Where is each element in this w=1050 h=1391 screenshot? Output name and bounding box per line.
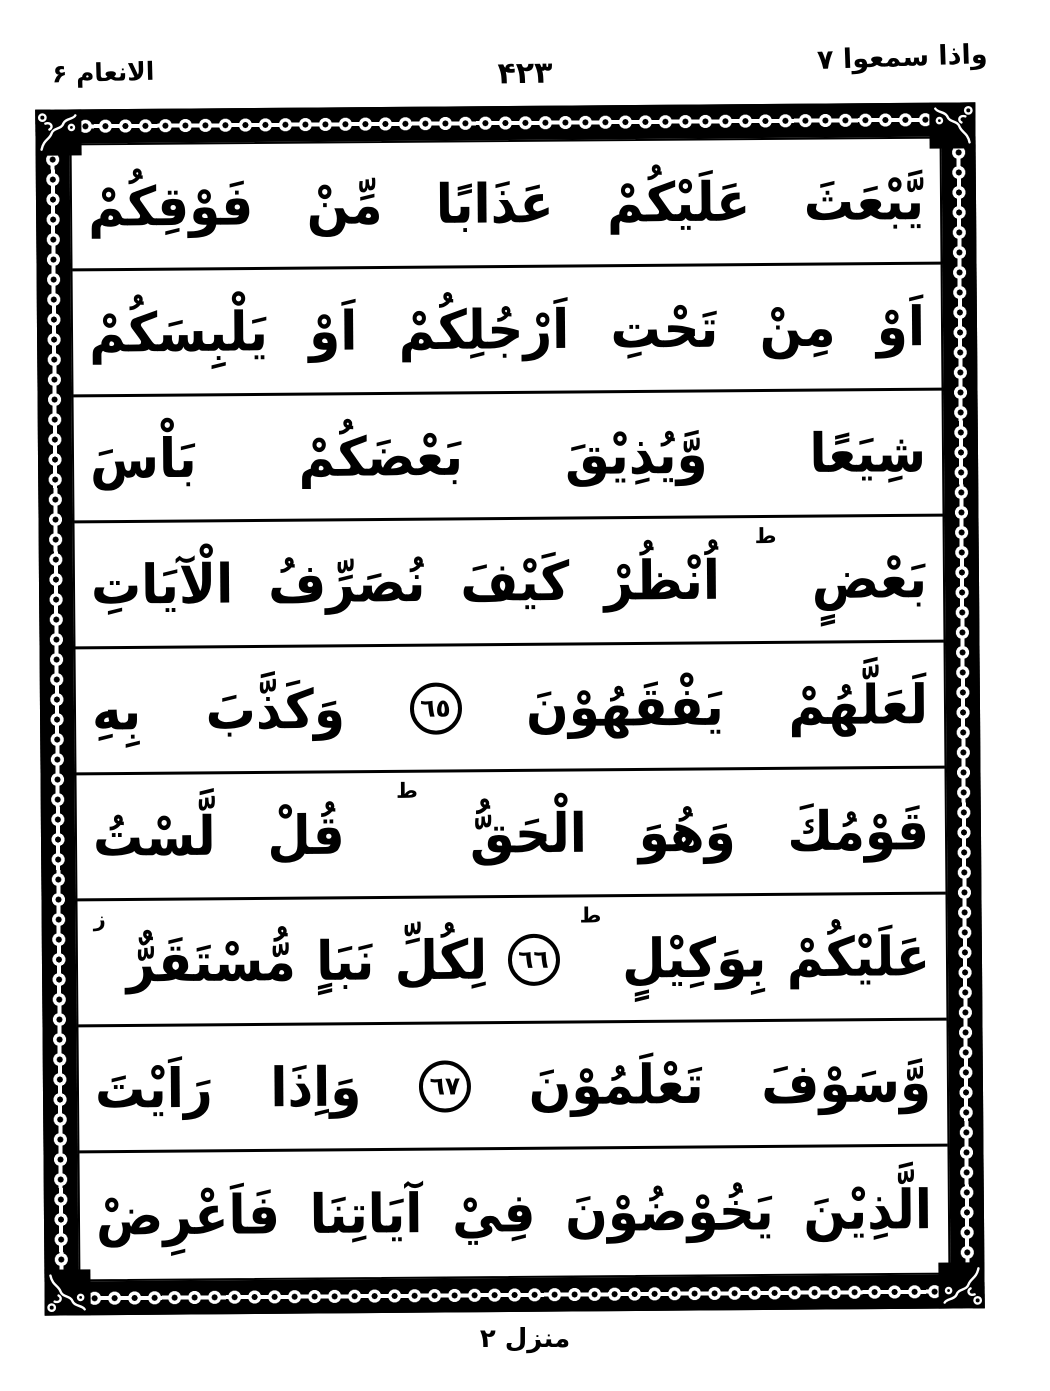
text-area <box>70 137 951 1282</box>
arabic-word: يَخُوْضُوْنَ <box>564 1179 774 1244</box>
verse-number-badge: ٦٥ <box>409 682 461 734</box>
arabic-word: الْحَقُّ <box>469 801 588 866</box>
quran-text-line <box>74 391 943 524</box>
quran-text-line <box>72 139 941 272</box>
corner-flourish-icon <box>938 1262 984 1308</box>
quran-text-line <box>73 265 942 398</box>
arabic-word: فِيْ <box>451 1181 536 1245</box>
quran-text-line <box>77 895 946 1028</box>
arabic-word: قَوْمُكَ <box>787 798 930 863</box>
arabic-word: فَوْقِكُمْ <box>87 174 254 239</box>
arabic-word: بَاْسَ <box>89 426 197 491</box>
arabic-word: بَعْضٍ <box>811 546 928 611</box>
arabic-word: مُّسْتَقَرٌّ <box>126 929 297 994</box>
arabic-word: الْآيَاتِ <box>90 552 234 617</box>
quran-frame <box>35 102 984 1315</box>
arabic-word: تَعْلَمُوْنَ <box>528 1052 704 1117</box>
arabic-word: اَرْجُلِكُمْ <box>398 297 570 362</box>
arabic-word: الَّذِيْنَ <box>803 1178 933 1243</box>
arabic-word: شِيَعًا <box>809 420 927 485</box>
quran-text-line <box>79 1147 948 1280</box>
verse-number-badge: ٦٧ <box>419 1060 471 1112</box>
footer-manzil-label: منزل ۲ <box>479 1324 571 1354</box>
arabic-word: عَذَابًا <box>435 171 554 236</box>
corner-flourish-icon <box>44 1269 90 1315</box>
waqf-mark: ط <box>395 778 418 803</box>
arabic-word: اُنْظُرْ <box>604 548 721 613</box>
corner-flourish-icon <box>35 109 81 155</box>
arabic-word: عَلَيْكُمْ <box>786 924 931 989</box>
corner-flourish-icon <box>929 102 975 148</box>
quran-text-line <box>75 517 944 650</box>
arabic-word: نُصَرِّفُ <box>267 550 426 615</box>
arabic-word: لَعَلَّهُمْ <box>788 672 929 737</box>
arabic-word: مِّنْ <box>306 173 383 237</box>
header-page-number: ۴۲۳ <box>497 55 553 92</box>
arabic-word: بِهِ <box>91 679 142 743</box>
arabic-word: كَيْفَ <box>460 549 570 614</box>
quran-text-line <box>78 1021 947 1154</box>
arabic-word: قُلْ <box>267 803 345 867</box>
arabic-word: لَّسْتُ <box>92 804 216 869</box>
header-surah-label: الانعام ۶ <box>51 56 155 89</box>
arabic-word: لِكُلِّ <box>394 928 488 992</box>
header-juz-label: واذا سمعوا ۷ <box>816 39 989 76</box>
waqf-mark: ط <box>754 523 777 549</box>
arabic-word: آيَاتِنَا <box>309 1182 423 1246</box>
arabic-word: عَلَيْكُمْ <box>606 170 751 235</box>
arabic-word: رَاَيْتَ <box>94 1056 213 1121</box>
arabic-word: يَفْقَهُوْنَ <box>525 674 725 739</box>
waqf-mark: ز <box>93 907 106 932</box>
arabic-word: فَاَعْرِضْ <box>95 1183 281 1248</box>
arabic-word: بَعْضَكُمْ <box>298 424 464 489</box>
arabic-word: اَوْ <box>308 299 358 363</box>
arabic-word: تَحْتِ <box>610 296 719 361</box>
arabic-word: وَّيُذِيْقَ <box>564 422 708 487</box>
verse-number-badge: ٦٦ <box>507 933 559 985</box>
arabic-word: يَّبْعَثَ <box>803 168 925 233</box>
arabic-word: وَاِذَا <box>270 1055 362 1119</box>
arabic-word: نَبَاٍ <box>315 929 375 993</box>
arabic-word: وَكَذَّبَ <box>205 677 346 742</box>
quran-text-line <box>76 643 945 776</box>
arabic-word: مِنْ <box>759 295 836 359</box>
waqf-mark: ط <box>579 903 602 928</box>
arabic-word: بِوَكِيْلٍ <box>621 926 767 990</box>
quran-text-line <box>77 769 946 902</box>
arabic-word: وَهُوَ <box>638 800 736 864</box>
arabic-word: يَلْبِسَكُمْ <box>88 300 269 365</box>
arabic-word: اَوْ <box>876 294 926 358</box>
arabic-word: وَّسَوْفَ <box>761 1050 932 1115</box>
